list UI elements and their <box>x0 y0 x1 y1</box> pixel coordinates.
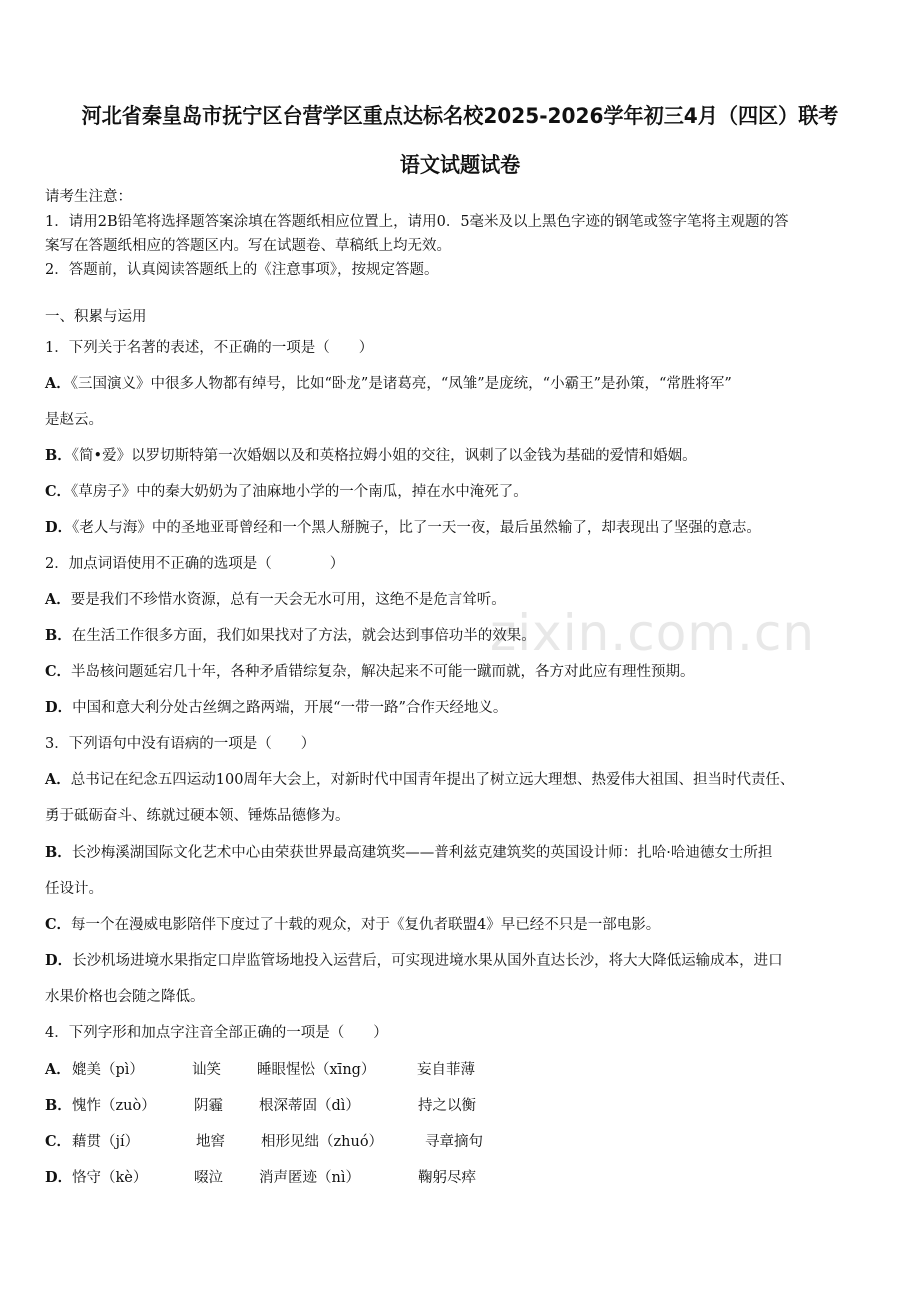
q4-a-label: A． <box>45 1061 71 1078</box>
q2-d-label: D． <box>45 699 73 716</box>
q1-b-text: 《简•爱》以罗切斯特第一次婚姻以及和英格拉姆小姐的交往，讽刺了以金钱为基础的爱情和婚姻。 <box>71 448 697 464</box>
notice-heading: 请考生注意： <box>45 189 132 205</box>
q4-d-item2: 啜泣 <box>194 1170 223 1186</box>
q4-b-item4: 持之以衡 <box>418 1098 476 1114</box>
notice-item-1a: 1．请用2B铅笔将选择题答案涂填在答题纸相应位置上，请用0．5毫米及以上黑色字迹的钢笔或签字笔将主观题的答 <box>45 214 789 230</box>
q1-d-text: 《老人与海》中的圣地亚哥曾经和一个黑人掰腕子，比了一天一夜，最后虽然输了，却表现出了坚强的意志。 <box>72 520 761 536</box>
q2-option-b <box>45 626 880 646</box>
q3-c-text: 每一个在漫威电影陪伴下度过了十载的观众，对于《复仇者联盟4》早已经不只是一部电影。 <box>71 917 661 933</box>
q1-stem: 1．下列关于名著的表述，不正确的一项是（ ） <box>45 340 374 356</box>
notice-item-1b: 案写在答题纸相应的答题区内。写在试题卷、草稿纸上均无效。 <box>45 238 451 254</box>
q4-d-item1: 恪守（kè） <box>72 1170 148 1186</box>
q4-d-item4: 鞠躬尽瘁 <box>418 1170 476 1186</box>
notice-item-2: 2．答题前，认真阅读答题纸上的《注意事项》，按规定答题。 <box>45 262 439 278</box>
q3-stem: 3．下列语句中没有语病的一项是（ ） <box>45 736 316 752</box>
q2-c-label: C． <box>45 663 72 680</box>
q4-b-label: B． <box>45 1097 72 1114</box>
q4-c-item3: 相形见绌（zhuó） <box>261 1134 384 1150</box>
q3-option-b-cont: 任设计。 <box>45 881 103 897</box>
q2-option-c <box>45 662 880 682</box>
q4-a-item1: 媲美（pì） <box>72 1062 144 1078</box>
q1-option-c <box>45 482 880 502</box>
q1-c-text: 《草房子》中的秦大奶奶为了油麻地小学的一个南瓜，掉在水中淹死了。 <box>71 484 528 500</box>
q1-a-text: 《三国演义》中很多人物都有绰号，比如“卧龙”是诸葛亮，“凤雏”是庞统，“小霸王”是孙策，“常胜将军” <box>70 376 732 392</box>
q4-c-item2: 地窖 <box>196 1134 225 1150</box>
q2-option-d <box>45 698 880 718</box>
q3-option-c <box>45 915 880 935</box>
q2-c-text: 半岛核问题延宕几十年，各种矛盾错综复杂，解决起来不可能一蹴而就，各方对此应有理性预期。 <box>71 664 695 680</box>
q2-stem: 2．加点词语使用不正确的选项是（ ） <box>45 556 345 572</box>
q2-d-text: 中国和意大利分处古丝绸之路两端，开展“一带一路”合作天经地义。 <box>72 700 508 716</box>
q1-c-label: C． <box>45 483 72 500</box>
q3-d-text: 长沙机场进境水果指定口岸监管场地投入运营后，可实现进境水果从国外直达长沙，将大大降低运输成本，进口 <box>72 953 783 969</box>
q3-option-d-cont: 水果价格也会随之降低。 <box>45 989 205 1005</box>
q3-option-b <box>45 843 880 863</box>
q4-d-item3: 消声匿迹（nì） <box>259 1170 360 1186</box>
q3-a-label: A． <box>45 771 71 788</box>
q4-a-item3: 睡眼惺忪（xīng） <box>257 1062 376 1078</box>
q4-b-item2: 阴霾 <box>194 1098 223 1114</box>
q3-option-a-cont: 勇于砥砺奋斗、练就过硬本领、锤炼品德修为。 <box>45 808 350 824</box>
q1-b-label: B． <box>45 447 72 464</box>
q3-option-a <box>45 770 880 790</box>
q1-option-a <box>45 374 880 394</box>
exam-title-line1: 河北省秦皇岛市抚宁区台营学区重点达标名校2025-2026学年初三4月（四区）联考 <box>81 104 839 128</box>
q4-a-item4: 妄自菲薄 <box>417 1062 475 1078</box>
q3-a-text: 总书记在纪念五四运动100周年大会上，对新时代中国青年提出了树立远大理想、热爱伟大祖国、担当时代责任、 <box>70 772 795 788</box>
q2-b-label: B． <box>45 627 72 644</box>
q3-option-d <box>45 951 880 971</box>
q4-d-label: D． <box>45 1169 73 1186</box>
q1-option-a-cont: 是赵云。 <box>45 412 103 428</box>
q3-c-label: C． <box>45 916 72 933</box>
q2-option-a <box>45 590 880 610</box>
q2-b-text: 在生活工作很多方面，我们如果找对了方法，就会达到事倍功半的效果。 <box>71 628 536 644</box>
q4-a-item2: 讪笑 <box>192 1062 221 1078</box>
q4-b-item3: 根深蒂固（dì） <box>259 1098 360 1114</box>
q3-b-label: B． <box>45 844 72 861</box>
q4-c-item4: 寻章摘句 <box>425 1134 483 1150</box>
q1-option-b <box>45 446 880 466</box>
q3-d-label: D． <box>45 952 73 969</box>
q4-stem: 4．下列字形和加点字注音全部正确的一项是（ ） <box>45 1025 388 1041</box>
q2-a-label: A． <box>45 591 71 608</box>
q4-b-item1: 愧怍（zuò） <box>72 1098 156 1114</box>
exam-title-line2: 语文试题试卷 <box>399 153 521 177</box>
q4-c-label: C． <box>45 1133 72 1150</box>
q2-a-text: 要是我们不珍惜水资源，总有一天会无水可用，这绝不是危言耸听。 <box>70 592 506 608</box>
q1-d-label: D． <box>45 519 73 536</box>
q3-b-text: 长沙梅溪湖国际文化艺术中心由荣获世界最高建筑奖——普利兹克建筑奖的英国设计师：扎哈·哈迪德女士所担 <box>71 845 773 861</box>
watermark: zixin.com.cn <box>490 604 816 662</box>
section-heading: 一、积累与运用 <box>45 309 147 325</box>
q4-c-item1: 藉贯（jí） <box>72 1134 140 1150</box>
q1-a-label: A． <box>45 375 71 392</box>
q1-option-d <box>45 518 880 538</box>
